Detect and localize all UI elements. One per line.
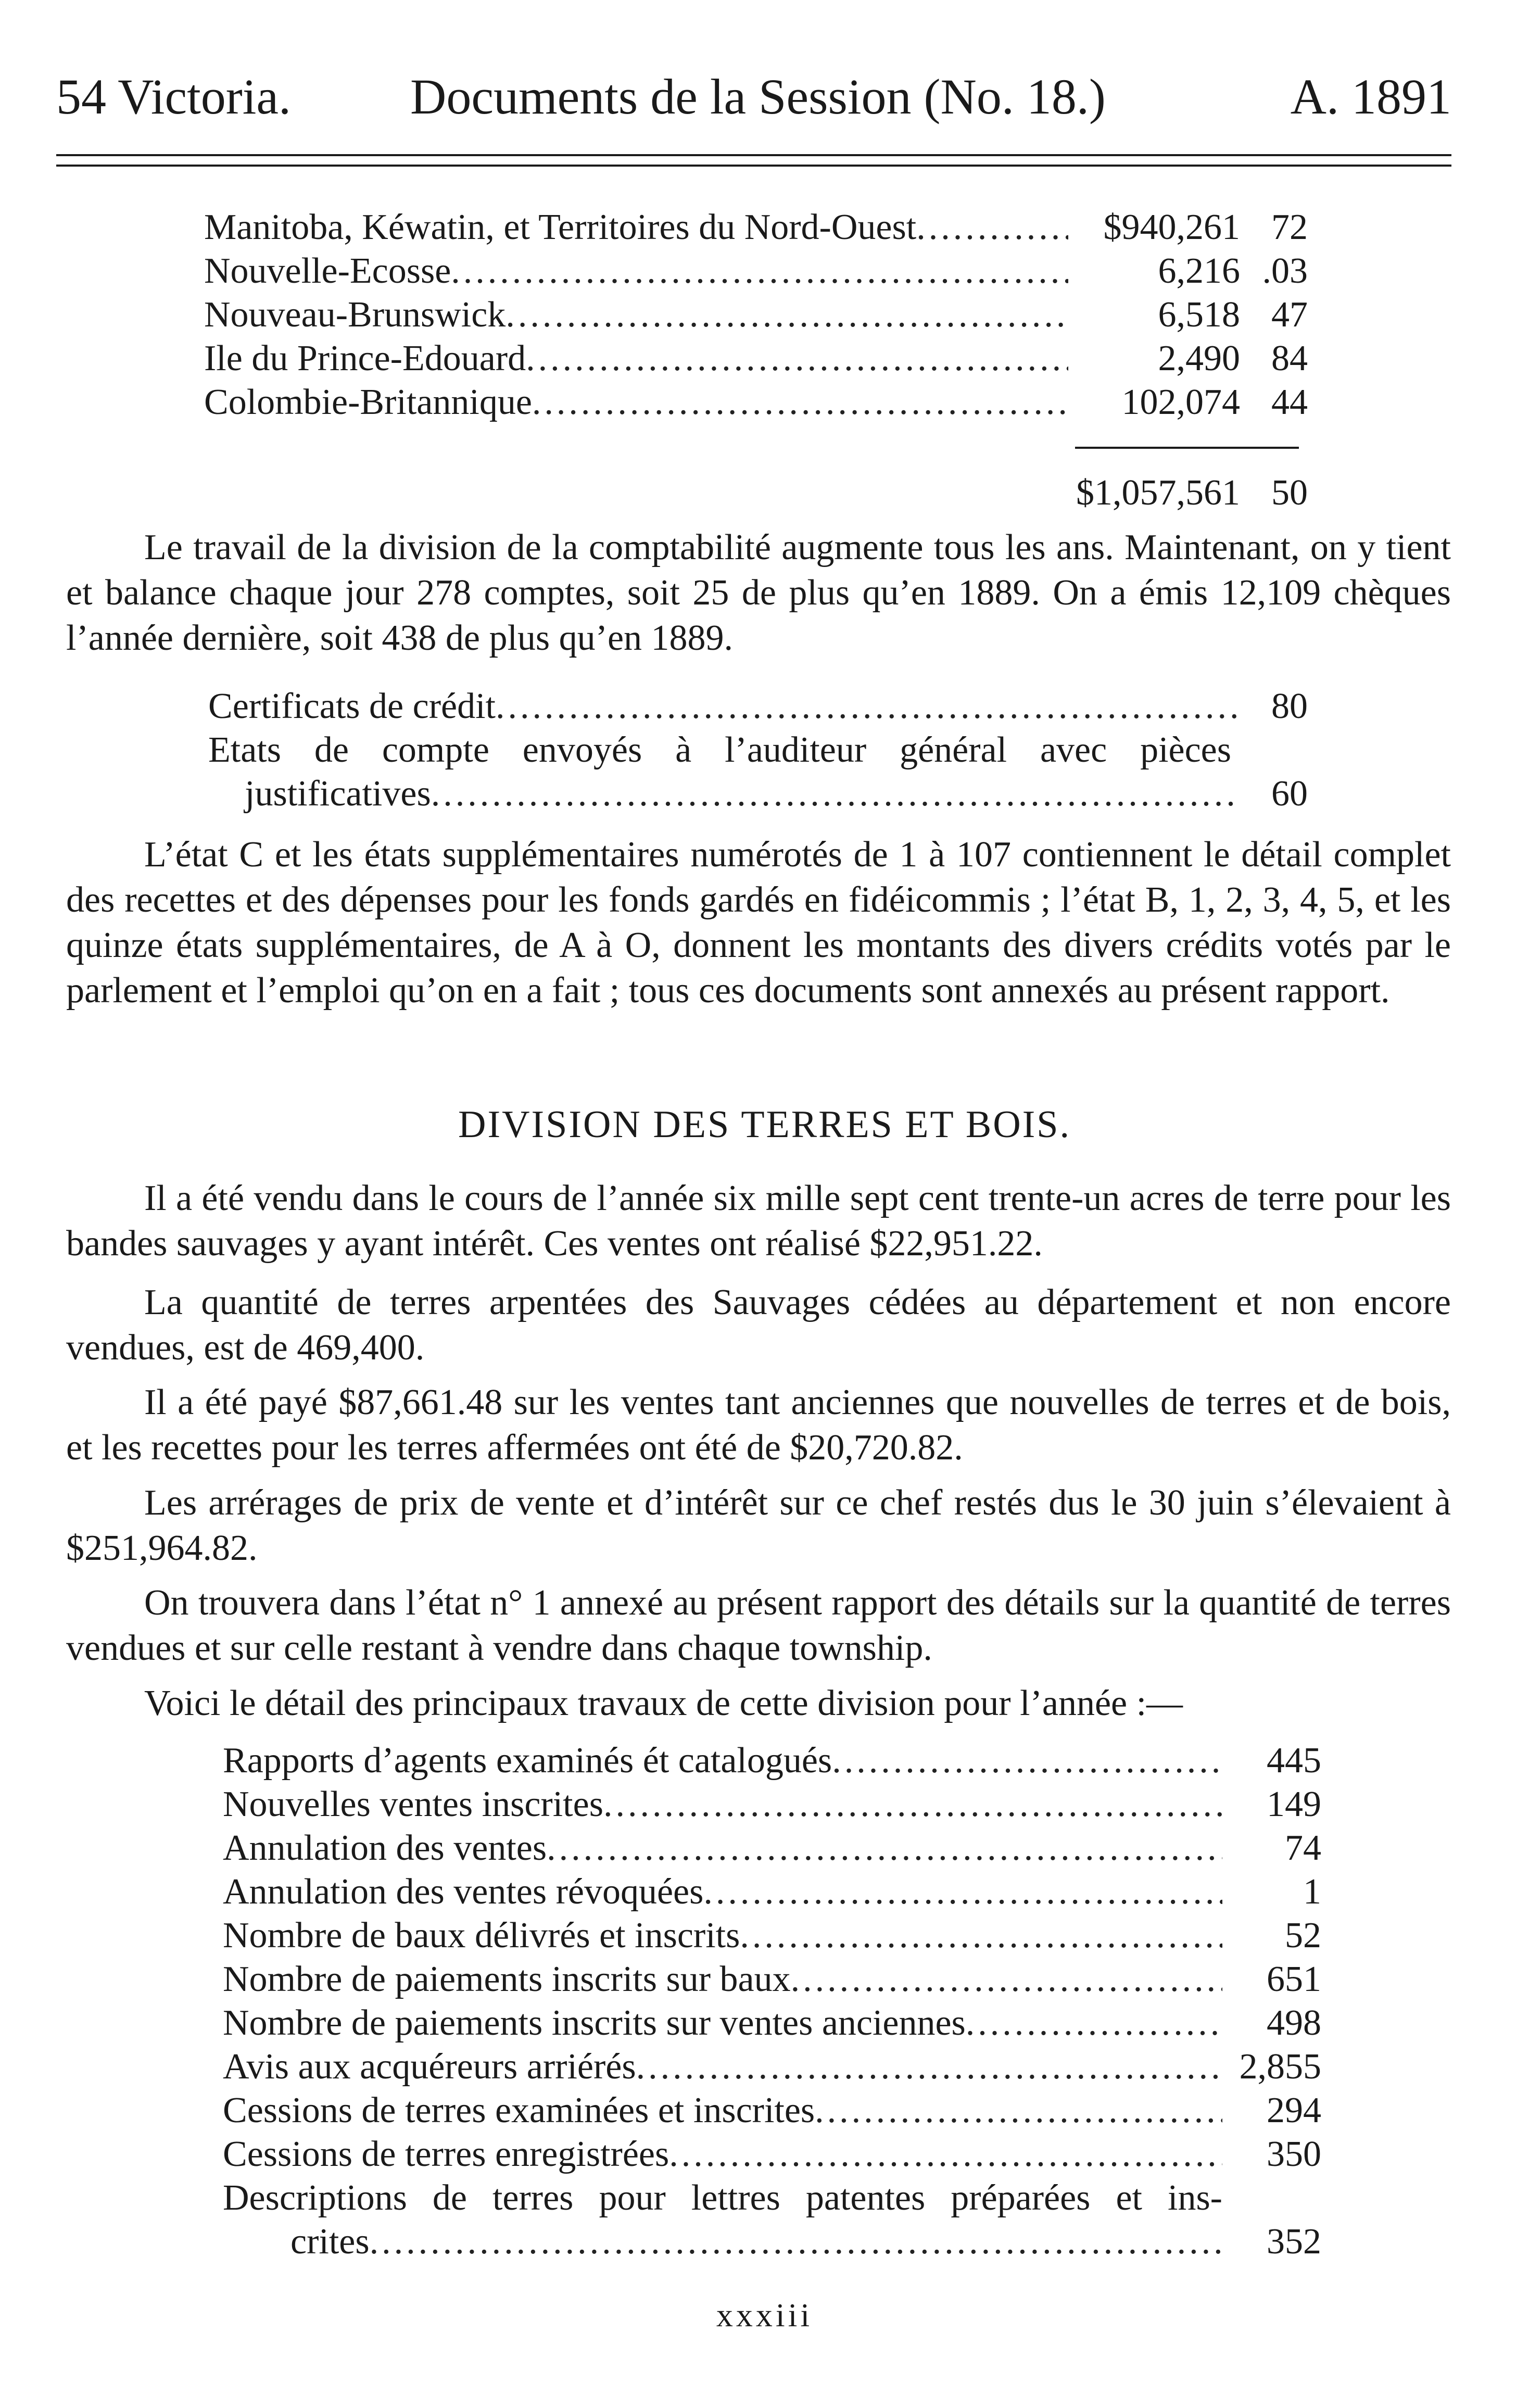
works-row (223, 2045, 1321, 2089)
expenditure-amount: 6,518 (1158, 295, 1240, 335)
leader-dots (496, 685, 1240, 728)
works-row (223, 2089, 1321, 2133)
leader-dots (547, 1826, 1222, 1870)
expenditure-label: Manitoba, Kéwatin, et Territoires du Nord-Ouest (204, 207, 917, 247)
expenditure-amount: 6,216 (1158, 251, 1240, 291)
works-value: 445 (1267, 1741, 1321, 1781)
works-row (223, 1739, 1321, 1783)
credit-item-label: Certificats de crédit (208, 686, 496, 726)
works-row (223, 2133, 1321, 2176)
credit-item-row (208, 772, 1308, 816)
works-row (223, 1914, 1321, 1958)
expenditure-row (204, 293, 1308, 337)
leader-dots (740, 1914, 1222, 1958)
expenditure-cents: 84 (1271, 338, 1308, 379)
credit-item-label-line2: justificatives (245, 774, 431, 814)
header-year: A. 1891 (1290, 69, 1451, 124)
header-rule-top (56, 154, 1451, 156)
works-value: 149 (1267, 1784, 1321, 1824)
credit-item-row (208, 685, 1308, 728)
expenditure-amount: 2,490 (1158, 338, 1240, 379)
works-row (223, 1870, 1321, 1914)
paragraph-lands-surveyed: La quantité de terres arpentées des Sauvages cédées au département et non encore vendues, est de 469,400. (66, 1282, 1451, 1368)
expenditure-row (204, 206, 1308, 249)
leader-dots (431, 772, 1240, 816)
expenditure-cents: 44 (1271, 382, 1308, 422)
works-label: Annulation des ventes révoquées (223, 1872, 704, 1912)
works-last-label-line1: Descriptions de terres pour lettres patentes préparées et ins- (223, 2178, 1222, 2218)
expenditure-amount: $940,261 (1103, 207, 1240, 247)
leader-dots (703, 1870, 1222, 1914)
header-title: Documents de la Session (No. 18.) (410, 69, 1106, 124)
credit-item-label-line1: Etats de compte envoyés à l’auditeur général avec pièces (208, 730, 1231, 770)
expenditure-row (204, 337, 1308, 381)
expenditure-label: Nouveau-Brunswick (204, 295, 506, 335)
paragraph-lands-arrears: Les arrérages de prix de vente et d’intérêt sur ce chef restés dus le 30 juin s’élevaient à $251,964.82. (66, 1483, 1451, 1568)
leader-dots (916, 206, 1068, 249)
paragraph-accounting: Le travail de la division de la comptabilité augmente tous les ans. Maintenant, on y tient et balance chaque jour 278 comptes, soit 25 de plus qu’en 1889. On a émis 12,109 chèques l’année dernière, soit 438 de plus qu’en 1889. (66, 527, 1451, 658)
works-label: Avis aux acquéreurs arriérés (223, 2047, 636, 2087)
works-row (223, 1826, 1321, 1870)
total-row (989, 471, 1308, 515)
works-value: 498 (1267, 2003, 1321, 2043)
expenditure-label: Ile du Prince-Edouard (204, 338, 526, 379)
works-label: Nouvelles ventes inscrites (223, 1784, 603, 1824)
works-label: Cessions de terres enregistrées (223, 2134, 669, 2174)
expenditures-total (989, 471, 1308, 515)
credit-item-value: 60 (1271, 774, 1308, 814)
total-rule (1075, 447, 1299, 449)
page-number: xxxiii (716, 2297, 813, 2334)
works-label: Cessions de terres examinées et inscrites (223, 2090, 815, 2130)
works-value: 74 (1285, 1828, 1321, 1868)
leader-dots (451, 249, 1068, 293)
works-label: Annulation des ventes (223, 1828, 547, 1868)
leader-dots (603, 1783, 1222, 1826)
works-row (223, 2220, 1321, 2264)
paragraph-statements: L’état C et les états supplémentaires numérotés de 1 à 107 contiennent le détail complet des recettes et des dépenses pour les fonds gardés en fidéicommis ; l’état B, 1, 2, 3, 4, 5, et les quinze états supplémentaires, de A à O, donnent les montants des divers crédits votés par le parlement et l’emploi qu’on en a fait ; tous ces documents sont annexés au présent rapport. (66, 835, 1451, 1011)
works-label: Nombre de paiements inscrits sur ventes anciennes (223, 2003, 966, 2043)
works-value: 52 (1285, 1915, 1321, 1956)
paragraph-lands-sales: Il a été vendu dans le cours de l’année six mille sept cent trente-un acres de terre pour les bandes sauvages y ayant intérêt. Ces ventes ont réalisé $22,951.22. (66, 1178, 1451, 1264)
section-heading: DIVISION DES TERRES ET BOIS. (458, 1103, 1071, 1146)
leader-dots (532, 381, 1068, 424)
credit-item-value: 80 (1271, 686, 1308, 726)
leader-dots (526, 337, 1068, 381)
leader-dots (815, 2089, 1222, 2133)
expenditure-label: Nouvelle-Ecosse (204, 251, 451, 291)
leader-dots (669, 2133, 1222, 2176)
expenditure-cents: 47 (1271, 295, 1308, 335)
expenditure-cents: 72 (1271, 207, 1308, 247)
credit-items-list (208, 685, 1308, 816)
works-value: 352 (1267, 2222, 1321, 2262)
leader-dots (832, 1739, 1222, 1783)
expenditures-list (204, 206, 1308, 424)
works-row (223, 1958, 1321, 2001)
works-last-label-line2: crites (290, 2222, 370, 2262)
works-label: Nombre de paiements inscrits sur baux (223, 1959, 791, 1999)
works-value: 294 (1267, 2090, 1321, 2130)
expenditure-row (204, 249, 1308, 293)
expenditure-amount: 102,074 (1121, 382, 1240, 422)
works-label: Rapports d’agents examinés ét catalogués (223, 1741, 832, 1781)
header-volume: 54 Victoria. (56, 69, 292, 124)
paragraph-lands-details: On trouvera dans l’état n° 1 annexé au présent rapport des détails sur la quantité de terres vendues et sur celle restant à vendre dans chaque township. (66, 1583, 1451, 1668)
paragraph-works-intro: Voici le détail des principaux travaux de cette division pour l’année :— (144, 1683, 1183, 1723)
leader-dots (370, 2220, 1222, 2264)
header-rule-bottom (56, 165, 1451, 167)
total-cents: 50 (1271, 473, 1308, 513)
works-list (223, 1739, 1321, 2264)
paragraph-lands-payments: Il a été payé $87,661.48 sur les ventes tant anciennes que nouvelles de terres et de bois, et les recettes pour les terres affermées ont été de $20,720.82. (66, 1382, 1451, 1468)
leader-dots (791, 1958, 1222, 2001)
leader-dots (636, 2045, 1222, 2089)
works-row (223, 1783, 1321, 1826)
expenditure-label: Colombie-Britannique (204, 382, 532, 422)
leader-dots (966, 2001, 1222, 2045)
works-row (223, 2001, 1321, 2045)
leader-dots (506, 293, 1068, 337)
works-value: 350 (1267, 2134, 1321, 2174)
total-amount: $1,057,561 (1076, 473, 1240, 513)
works-value: 2,855 (1239, 2047, 1321, 2087)
works-value: 1 (1303, 1872, 1321, 1912)
works-label: Nombre de baux délivrés et inscrits (223, 1915, 740, 1956)
expenditure-row (204, 381, 1308, 424)
works-value: 651 (1267, 1959, 1321, 1999)
running-header (56, 57, 1451, 135)
expenditure-cents: .03 (1262, 251, 1308, 291)
